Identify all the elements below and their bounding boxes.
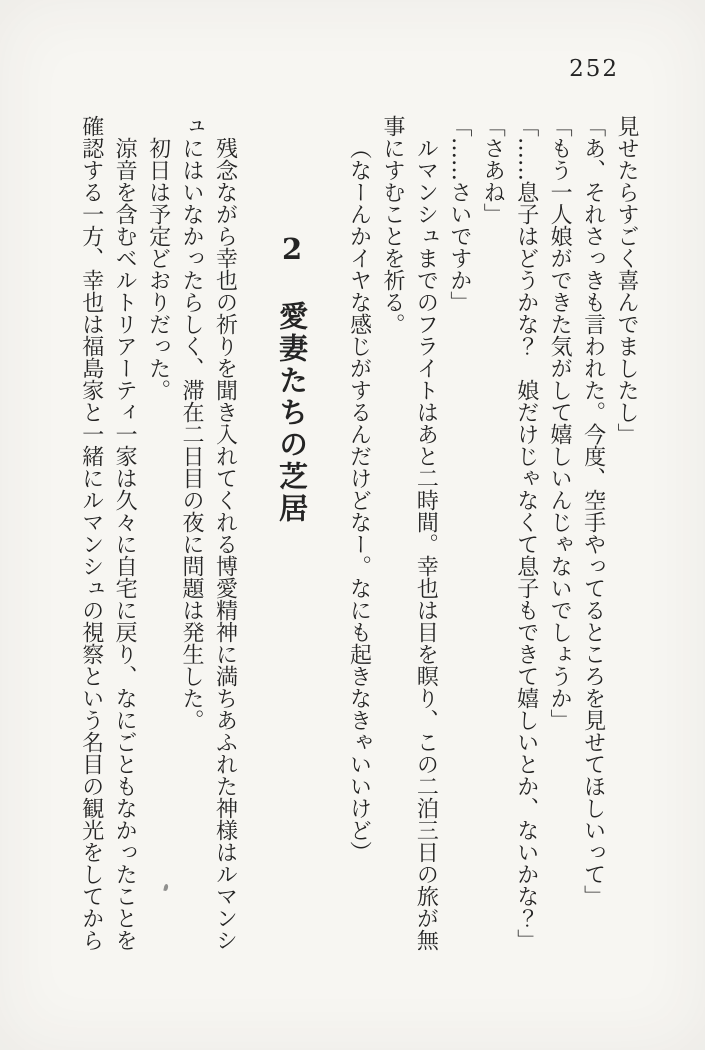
paragraph: 残念ながら幸也の祈りを聞き入れてくれる博愛精神に満ちあふれた神様はルマンシュにはいなかったらしく、滞在二日目の夜に問題は発生した。 <box>179 115 238 951</box>
paragraph: 涼音を含むベルトリアーティ一家は久々に自宅に戻り、なにごともなかったことを確認する一方、幸也は福島家と一緒にルマンシュの視察という名目の観光をしてから <box>78 115 138 951</box>
paragraph: 「……さいですか」 <box>446 115 472 313</box>
chapter-heading: 2 愛妻たちの芝居 <box>275 232 310 525</box>
vertical-text-block <box>74 115 643 955</box>
paragraph: ルマンシュまでのフライトはあと二時間。幸也は目を瞑り、この二泊三日の旅が無事にすむことを祈る。 <box>379 115 439 951</box>
paragraph: 「あ、それさっきも言われた。今度、空手やってるところを見せてほしいって」 <box>580 115 606 907</box>
page-number: 252 <box>569 56 619 82</box>
paragraph: 「もう一人娘ができた気がして嬉しいんじゃないでしょうか」 <box>547 115 573 731</box>
paragraph: （なーんかイヤな感じがするんだけどなー。なにも起きなきゃいいけど） <box>346 137 372 863</box>
paragraph: 見せたらすごく喜んでましたし」 <box>614 115 639 445</box>
paragraph: 「……息子はどうかな？ 娘だけじゃなくて息子もできて嬉しいとか、ないかな？」 <box>513 115 539 951</box>
paragraph: 初日は予定どおりだった。 <box>145 137 171 401</box>
paragraph: 「さあね」 <box>480 115 506 225</box>
